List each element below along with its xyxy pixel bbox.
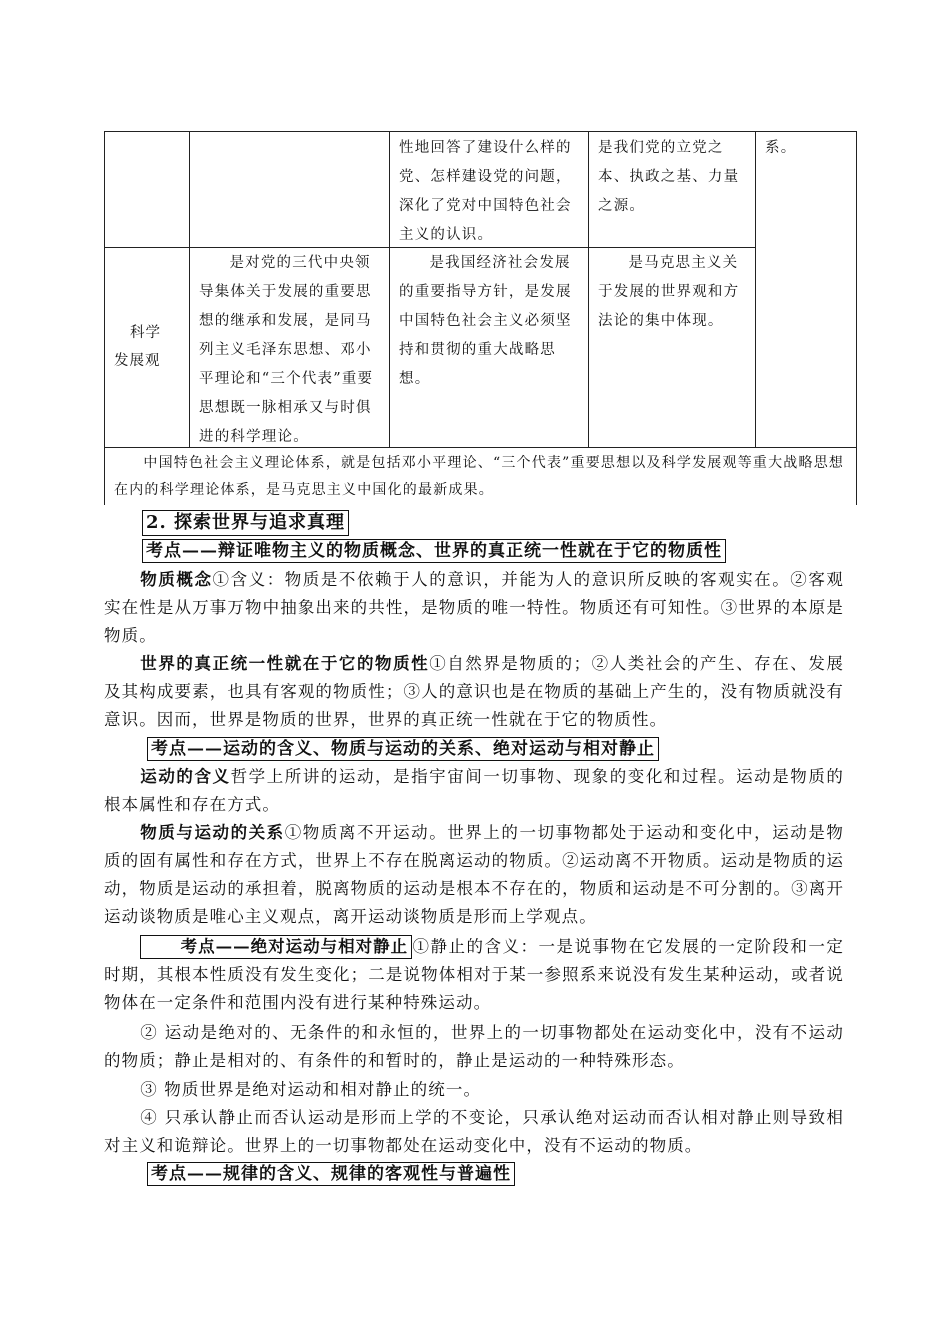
table-col-divider-1 [189, 131, 190, 447]
table-col-divider-3 [588, 131, 589, 447]
row1-col3-cell: 性地回答了建设什么样的党、怎样建设党的问题，深化了党对中国特色社会主义的认识。 [399, 140, 572, 243]
kp1-p1-text: ①含义：物质是不依赖于人的意识，并能为人的意识所反映的客观实在。②客观实在性是从万事万物中抽象出来的共性，是物质的唯一特性。物质还有可知性。③世界的本原是物质。 [104, 570, 845, 645]
row2-col2-cell: 是对党的三代中央领导集体关于发展的重要思想的继承和发展，是同马列主义毛泽东思想、邓小平理论和“三个代表”重要思想既一脉相承又与时俱进的科学理论。 [199, 255, 374, 445]
section-heading: 2. 探索世界与追求真理 [142, 510, 349, 536]
kp3-paragraph-2: ② 运动是绝对的、无条件的和永恒的，世界上的一切事物都处在运动变化中，没有不运动的物质；静止是相对的、有条件的和暂时的，静止是运动的一种特殊形态。 [104, 1023, 844, 1070]
row1-col5-cell: 系。 [765, 140, 797, 156]
kp3-paragraph-1 [104, 933, 844, 1017]
table-col-divider-4 [755, 131, 756, 447]
row2-label-line2: 发展观 [114, 353, 161, 369]
kp3-p1-text: ①静止的含义：一是说事物在它发展的一定阶段和一定时期，其根本性质没有发生变化；二是说物体相对于某一参照系来说没有发生某种运动，或者说物体在一定条件和范围内没有进行某种特殊运动。 [104, 937, 844, 1012]
kp2-paragraph-2 [104, 819, 844, 931]
row2-label [104, 319, 189, 375]
row2-col4-cell: 是马克思主义关于发展的世界观和方法论的集中体现。 [598, 255, 740, 329]
kp3-paragraph-3: ③ 物质世界是绝对运动和相对静止的统一。 [140, 1080, 482, 1099]
kp2-paragraph-1 [104, 763, 844, 819]
kp1-p2-label: 世界的真正统一性就在于它的物质性 [140, 654, 430, 673]
table-border-left [104, 131, 105, 505]
kp2-title: 考点——运动的含义、物质与运动的关系、绝对运动与相对静止 [147, 737, 659, 761]
table-summary-cell: 中国特色社会主义理论体系，就是包括邓小平理论、“三个代表”重要思想以及科学发展观等重大战略思想在内的科学理论体系，是马克思主义中国化的最新成果。 [114, 455, 845, 498]
kp2-p2-label: 物质与运动的关系 [140, 823, 285, 842]
kp2-p2-text: ①物质离不开运动。世界上的一切事物都处于运动和变化中，运动是物质的固有属性和存在方式，世界上不存在脱离运动的物质。②运动离不开物质。运动是物质的运动，物质是运动的承担着，脱离物质的运动是根本不存在的，物质和运动是不可分割的。③离开运动谈物质是唯心主义观点，离开运动谈物质是形而上学观点。 [104, 823, 844, 926]
row2-label-line1: 科学 [130, 325, 161, 341]
kp1-paragraph-2 [104, 650, 844, 734]
table-border-top [104, 131, 857, 132]
kp1-p1-label: 物质概念 [140, 570, 213, 589]
kp1-title: 考点——辩证唯物主义的物质概念、世界的真正统一性就在于它的物质性 [142, 539, 726, 563]
kp4-title: 考点——规律的含义、规律的客观性与普遍性 [147, 1162, 515, 1186]
table-border-right [856, 131, 857, 505]
table-col-divider-2 [389, 131, 390, 447]
kp1-p2-text: ①自然界是物质的；②人类社会的产生、存在、发展及其构成要素，也具有客观的物质性；③人的意识也是在物质的基础上产生的，没有物质就没有意识。因而，世界是物质的世界，世界的真正统一性就在于它的物质性。 [104, 654, 844, 729]
kp3-title: 考点——绝对运动与相对静止 [140, 935, 412, 959]
row2-col3-cell: 是我国经济社会发展的重要指导方针，是发展中国特色社会主义必须坚持和贯彻的重大战略思想。 [399, 255, 572, 387]
kp3-paragraph-4: ④ 只承认静止而否认运动是形而上学的不变论，只承认绝对运动而否认相对静止则导致相对主义和诡辩论。世界上的一切事物都处在运动变化中，没有不运动的物质。 [104, 1108, 844, 1155]
theory-table [104, 131, 857, 505]
kp2-p1-label: 运动的含义 [140, 767, 231, 786]
kp2-p1-text: 哲学上所讲的运动，是指宇宙间一切事物、现象的变化和过程。运动是物质的根本属性和存在方式。 [104, 767, 844, 814]
row1-col4-cell: 是我们党的立党之本、执政之基、力量之源。 [598, 140, 740, 214]
kp1-paragraph-1 [104, 566, 844, 650]
